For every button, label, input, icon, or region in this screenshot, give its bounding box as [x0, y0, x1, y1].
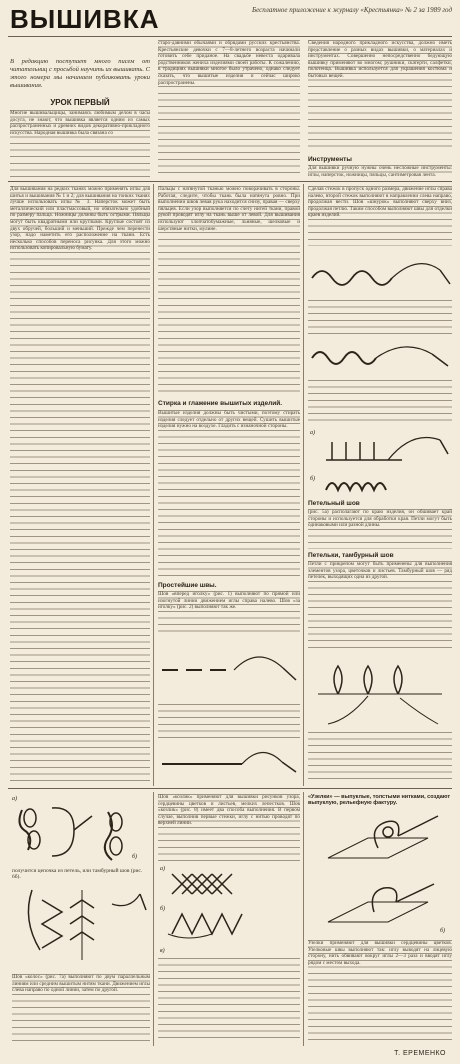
bottom-col2-text-b	[158, 958, 300, 1044]
wheat-stitch-figure	[12, 880, 152, 970]
running-stitch-figure	[158, 640, 300, 700]
tambour-chain-figure	[12, 800, 152, 866]
col2-text: Пальцы с натянутой тканью можно поворачивать в стороны. Работая, следите, чтобы ткань была натянута ровно. При выполнении швов левая рука находится снизу, правая — сверху пяльцев. Если узор выполняется по счету нитей ткани, правой рукой проводят иглу на ткань выше от левой. Для вышивания используют хлопчатобумажные, льняные, шелковые и шерстяные нитки, мулине.	[158, 186, 300, 396]
bottom-col1-caption: получится цепочка из петель, или тамбурный шов (рис. 6б).	[12, 868, 143, 880]
col3-top-text: Сведения народного прикладного искусства, должно иметь представление о разных видах вышивки, о материалах и инструментах. Совершенно непосредственно бедующую вышивку применяют во многом; рушники, скатерти, салфетки, полотенца. Вышивка используется для украшения костюма и бытовых вещей.	[308, 40, 452, 152]
editorial-note: В редакцию поступает много писем от читательниц с просьбой научить их вышивать. С этого номера мы начинаем публиковать уроки вышивания.	[10, 58, 150, 89]
figure-label-a: а)	[310, 430, 315, 436]
loop-text: (рис. 5а) располагают по краю изделия, он обшивает край стороны и используется для обработки края. Петли могут быть одинаковыми или разной длины.	[308, 509, 452, 549]
header-rule	[8, 36, 452, 37]
page-title: ВЫШИВКА	[10, 4, 160, 34]
column-divider	[153, 792, 154, 1046]
knot-figure-a	[308, 808, 452, 878]
figure-label-v: в)	[160, 948, 165, 954]
column-divider	[153, 184, 154, 786]
col2-top-text: старо-давними обычаями и обрядами русских крестьянства. Крестьянские девочки с 7—8-летнего возраста начинали готовить себе приданое. На свадьбе невеста одаривала родственников жениха изделиями своей работы. К сожалению, в традициях вышивки многое было утрачено, однако следует сказать, что вышитые изделия и сейчас широко распространены.	[158, 40, 300, 178]
bottom-col1-text: Шов «колос» (рис. 7а) выполняют по двум параллельным линиям или средним вышитым нитям ткани. Движением иглы слева направо по одной линии, затем по другой.	[12, 974, 150, 1044]
wavy-stitch-figure	[308, 338, 452, 378]
instruments-text: Для вышивки ручную нужны очень несложные инструменты: иглы, наперсток, ножницы, пяльцы, сантиметровая лента.	[308, 165, 452, 178]
figure-label-a: а)	[12, 796, 17, 802]
buttonhole-figure-b	[322, 474, 452, 496]
instruments-heading: Инструменты	[308, 156, 352, 163]
buttonhole-figure-a	[322, 428, 452, 472]
bottom-col3-heading: «Узелки» — выпуклые, толстыми нитками, создают выпуклую, рельефную фактуру.	[308, 794, 451, 806]
bottom-rule	[8, 788, 452, 789]
figure-label-b: б)	[132, 854, 138, 860]
lesson-title: УРОК ПЕРВЫЙ	[50, 98, 110, 107]
col3-text-b	[308, 300, 452, 336]
col1-text: Для вышивания на редких тканях можно применять иглы для шитья и вышивания № 1 и 2; для вышивания на тонких тканях лучше использовать иглы № 3. Наперсток может быть металлический или пластмассовый, но обязательно удобный по размеру пальца. Ножницы должны быть острыми. Пяльцы могут быть квадратными или круглыми. Круглые состоят из двух обручей, больший и меньший. Прежде чем перенести узор, надо наметить его расположение на ткани. Есть несколько способов переноса рисунка. Для этого можно использовать копировальную бумагу.	[10, 186, 150, 784]
knot-figure-b	[308, 878, 452, 938]
bottom-col3-text: Узелки применяют для вышивки сердцевины цветков. Узелковые швы выполняют так: иглу выводят на лицевую сторону, нить обвивают вокруг иглы 2—3 раза и вводят иглу рядом с местом выхода.	[308, 940, 452, 1044]
herringbone-figure-a	[158, 864, 300, 904]
stitch-text: Шов «вперед иголку» (рис. 1) выполняют по прямой или изогнутой линии движением иглы справа налево. Шов «за иголку» (рис. 2) выполняют так же.	[158, 591, 300, 637]
stitch-heading: Простейшие швы.	[158, 582, 217, 589]
loop-heading: Петельный шов	[308, 500, 360, 507]
col2-text-lower	[158, 704, 300, 740]
col3-text: Сделав стежок в пропуск одного размера, движение иглы справа налево, второй стежок выполняют в направлении слева направо, продолжая вести. Шов «шнурок» выполняют сверху вниз, продолжая петлю. Таким способом выполняют швы для отделки краев изделий.	[308, 186, 452, 246]
back-stitch-figure	[158, 742, 300, 784]
figure-label-b: б)	[310, 476, 316, 482]
figure-label-b: б)	[160, 906, 166, 912]
figure-label-a: а)	[160, 866, 165, 872]
section-rule	[8, 181, 452, 182]
petal-loops-figure	[308, 654, 452, 730]
col3-text-c	[308, 380, 452, 426]
column-divider	[303, 792, 304, 1046]
author-signature: Т. ЕРЕМЕНКО	[394, 1050, 446, 1057]
chain-figure	[308, 250, 452, 298]
loop-heading-2: Петельки, тамбурный шов	[308, 552, 394, 559]
bottom-col2-text: Шов «козлик» применяют для вышивки рисунков узора, сердцевины цветков и листьев, мелких лепестков. Шов «козлик» (рис. 8) имеет два способа выполнения. В первом случае, выполнив первые стежки, иглу с нитью проводят по верхней линии.	[158, 794, 300, 862]
supplement-header: Бесплатное приложение к журналу «Крестьянка» № 2 за 1989 год	[251, 6, 452, 14]
intro-text: Многие вышивальщицы, занимаясь любимым делом в часы досуга, не знают, что вышивка является одним из самых распространенных и древних видов декоративно-прикладного искусства. Народная вышивка была связана со	[10, 110, 150, 178]
herringbone-figure-b	[158, 904, 300, 944]
washing-text: Вышитые изделия должны быть чистыми, поэтому стирать изделия следует отдельно от других вещей. Сушить вышитые изделия нужно на воздухе. Гладить с изнаночной стороны.	[158, 410, 300, 578]
column-divider	[303, 184, 304, 786]
col3-text-d	[308, 732, 452, 784]
loop-text-2: Петли с прикрепом могут быть применены для выполнения элементов узора, цветочков и листьев. Тамбурный шов — ряд петелек, выходящих одна из другой.	[308, 561, 452, 651]
washing-heading: Стирка и глажение вышитых изделий.	[158, 400, 283, 407]
figure-label-b: б)	[440, 928, 446, 934]
